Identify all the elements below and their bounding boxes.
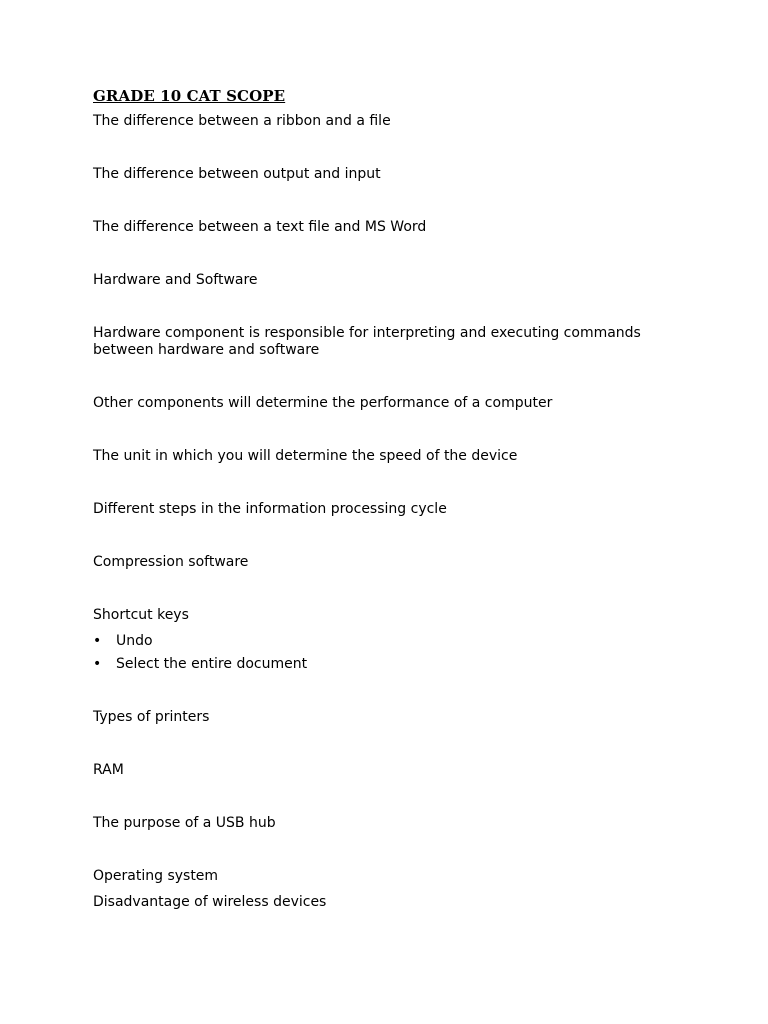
- shortcut-keys-list: [93, 633, 673, 673]
- scope-item-processing-cycle: Different steps in the information processing cycle: [93, 501, 447, 517]
- list-item: [93, 633, 673, 650]
- scope-item-operating-system: Operating system: [93, 868, 219, 884]
- scope-item-performance: Other components will determine the performance of a computer: [93, 395, 553, 411]
- scope-item-shortcut-keys: Shortcut keys: [93, 607, 189, 623]
- scope-item-compression: Compression software: [93, 554, 249, 570]
- scope-item-printers: Types of printers: [93, 709, 210, 725]
- list-item: [93, 656, 673, 673]
- scope-item-output-input: The difference between output and input: [93, 166, 381, 182]
- scope-item-ribbon-file: The difference between a ribbon and a file: [93, 113, 391, 129]
- bullet-icon: •: [93, 656, 102, 672]
- scope-item-ram: RAM: [93, 762, 124, 778]
- scope-item-textfile-msword: The difference between a text file and MS Word: [93, 219, 427, 235]
- document-page: [93, 86, 673, 911]
- scope-item-speed-unit: The unit in which you will determine the speed of the device: [93, 448, 518, 464]
- bullet-icon: •: [93, 633, 102, 649]
- scope-item-wireless: Disadvantage of wireless devices: [93, 894, 327, 910]
- list-item-label: Undo: [116, 633, 153, 649]
- scope-item-hardware-software: Hardware and Software: [93, 272, 258, 288]
- scope-item-usb-hub: The purpose of a USB hub: [93, 815, 276, 831]
- scope-item-hardware-component: Hardware component is responsible for interpreting and executing commands between hardware and software: [93, 325, 641, 358]
- list-item-label: Select the entire document: [116, 656, 308, 672]
- document-title: GRADE 10 CAT SCOPE: [93, 87, 286, 105]
